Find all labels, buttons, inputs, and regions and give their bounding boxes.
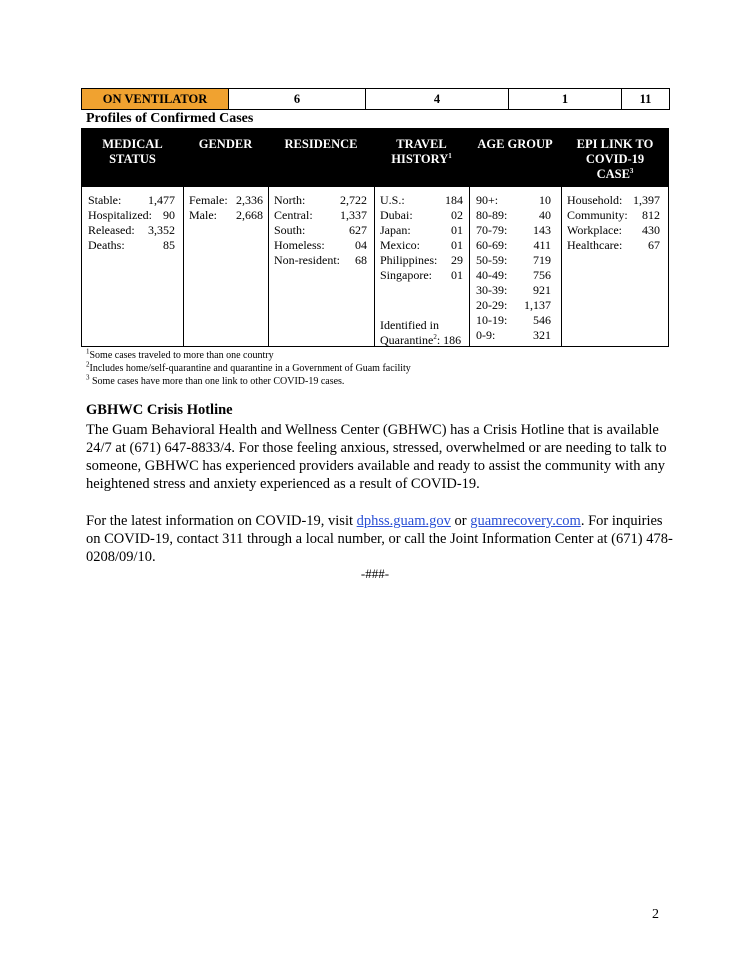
- list-item: Healthcare: 67: [567, 238, 660, 252]
- travel-history-column: [380, 193, 463, 347]
- list-item: South: 627: [274, 223, 367, 237]
- gender-column: [189, 193, 263, 223]
- list-item: 50-59: 719: [476, 253, 551, 267]
- ventilator-value: 1: [509, 89, 622, 110]
- quarantine-note: Identified in Quarantine$^2$: 186: [380, 318, 462, 347]
- hotline-title: GBHWC Crisis Hotline: [86, 402, 233, 418]
- header-residence: RESIDENCE: [284, 137, 358, 151]
- list-item: Dubai: 02: [380, 208, 463, 222]
- medical-status-column: [88, 193, 175, 253]
- list-item: 70-79: 143: [476, 223, 551, 237]
- list-item: Philippines: 29: [380, 253, 463, 267]
- ventilator-value: 6: [229, 89, 366, 110]
- ventilator-row: [81, 88, 670, 110]
- header-age-group: AGE GROUP: [477, 137, 553, 151]
- list-item: Singapore: 01: [380, 268, 463, 282]
- header-medical-status: MEDICAL STATUS: [102, 137, 163, 166]
- profiles-table: [81, 128, 669, 347]
- footnote: $^1$Some cases traveled to more than one country: [86, 347, 274, 361]
- epi-link-column: [567, 193, 660, 253]
- ventilator-total: 11: [622, 89, 670, 110]
- info-paragraph: For the latest information on COVID-19, visit dphss.guam.gov or guamrecovery.com. For inquiries on COVID-19, contact 311 through a local number, or call the Joint Information Center at (671) 478-0208/09/10.: [86, 513, 673, 565]
- header-gender: GENDER: [198, 137, 253, 151]
- dphss-link[interactable]: dphss.guam.gov: [356, 513, 451, 529]
- list-item: Male: 2,668: [189, 208, 263, 222]
- list-item: 10-19: 546: [476, 313, 551, 327]
- age-group-column: [476, 193, 551, 343]
- footnote: $^3$ Some cases have more than one link to other COVID-19 cases.: [86, 373, 345, 387]
- table-body: [82, 187, 668, 346]
- ventilator-label: ON VENTILATOR: [82, 89, 229, 110]
- profiles-title: Profiles of Confirmed Cases: [86, 111, 254, 126]
- guamrecovery-link[interactable]: guamrecovery.com: [470, 513, 581, 529]
- list-item: 30-39: 921: [476, 283, 551, 297]
- list-item: 90+: 10: [476, 193, 551, 207]
- footnote: $^2$Includes home/self-quarantine and quarantine in a Government of Guam facility: [86, 360, 411, 374]
- list-item: Workplace: 430: [567, 223, 660, 237]
- header-epi-link: EPI LINK TO COVID-19 CASE$^3$: [576, 137, 654, 181]
- list-item: Mexico: 01: [380, 238, 463, 252]
- list-item: North: 2,722: [274, 193, 367, 207]
- list-item: Stable: 1,477: [88, 193, 175, 207]
- list-item: Central: 1,337: [274, 208, 367, 222]
- list-item: 0-9: 321: [476, 328, 551, 342]
- list-item: 80-89: 40: [476, 208, 551, 222]
- end-mark: -###-: [360, 566, 390, 581]
- page-number: 2: [652, 907, 659, 922]
- list-item: U.S.: 184: [380, 193, 463, 207]
- list-item: 40-49: 756: [476, 268, 551, 282]
- table-header: [82, 129, 668, 187]
- list-item: 60-69: 411: [476, 238, 551, 252]
- list-item: Deaths: 85: [88, 238, 175, 252]
- list-item: Homeless: 04: [274, 238, 367, 252]
- header-travel-history: TRAVEL HISTORY$^1$: [391, 137, 452, 166]
- hotline-paragraph: The Guam Behavioral Health and Wellness Center (GBHWC) has a Crisis Hotline that is available 24/7 at (671) 647-8833/4. For those feeling anxious, stressed, overwhelmed or are needing to talk to someone, GBHWC has experienced providers available and ready to assist the community with any heightened stress and anxiety experienced as a result of COVID-19.: [86, 422, 667, 492]
- list-item: Released: 3,352: [88, 223, 175, 237]
- list-item: Hospitalized: 90: [88, 208, 175, 222]
- list-item: 20-29: 1,137: [476, 298, 551, 312]
- ventilator-value: 4: [366, 89, 509, 110]
- residence-column: [274, 193, 367, 268]
- list-item: Japan: 01: [380, 223, 463, 237]
- list-item: Female: 2,336: [189, 193, 263, 207]
- list-item: Community: 812: [567, 208, 660, 222]
- list-item: Household: 1,397: [567, 193, 660, 207]
- list-item: Non-resident: 68: [274, 253, 367, 267]
